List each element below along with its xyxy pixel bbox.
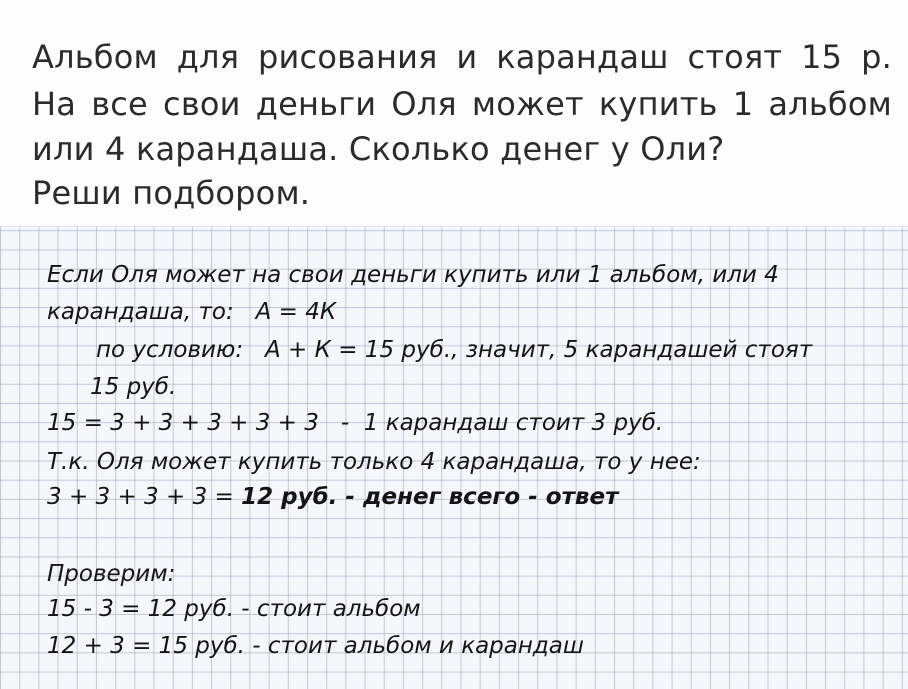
check-heading: Проверим:	[47, 561, 176, 587]
solution-line-2: карандаша, то: А = 4К	[47, 299, 337, 325]
task-line-1-word-2: для	[176, 38, 240, 76]
task-line-1-word-1: Альбом	[32, 38, 158, 76]
task-line-1-word-4: и	[456, 38, 478, 76]
task-line-2-word-1: На	[32, 85, 77, 123]
task-text-line-2	[32, 85, 892, 123]
check-line-2: 12 + 3 = 15 руб. - стоит альбом и карандаш	[47, 633, 584, 659]
solution-line-3: по условию: А + К = 15 руб., значит, 5 карандашей стоят	[96, 337, 813, 363]
task-line-1-word-5: карандаш	[496, 38, 669, 76]
task-text-line-4: Реши подбором.	[32, 174, 311, 212]
task-line-2-word-5: Оля	[391, 85, 457, 123]
task-text-line-3: или 4 карандаша. Сколько денег у Оли?	[32, 130, 725, 168]
solution-answer: 12 руб. - денег всего - ответ	[241, 484, 619, 510]
task-line-1-word-7: 15	[801, 38, 843, 76]
solution-line-1: Если Оля может на свои деньги купить или 1 альбом, или 4	[47, 262, 779, 288]
solution-line-7	[47, 484, 618, 510]
solution-line-6: Т.к. Оля может купить только 4 карандаша, то у нее:	[47, 449, 701, 475]
solution-equation: 3 + 3 + 3 + 3 =	[47, 484, 242, 510]
task-text-line-1	[32, 38, 892, 76]
check-line-1: 15 - 3 = 12 руб. - стоит альбом	[47, 596, 421, 622]
solution-line-4: 15 руб.	[90, 374, 177, 400]
task-line-2-word-2: все	[91, 85, 148, 123]
task-line-2-word-9: альбом	[768, 85, 892, 123]
solution-line-5: 15 = 3 + 3 + 3 + 3 + 3 - 1 карандаш стоит 3 руб.	[47, 410, 664, 436]
task-line-2-word-7: купить	[598, 85, 718, 123]
task-line-2-word-8: 1	[732, 85, 754, 123]
task-line-2-word-4: деньги	[255, 85, 377, 123]
task-panel	[0, 0, 908, 227]
task-line-1-word-3: рисования	[258, 38, 438, 76]
task-line-2-word-6: может	[471, 85, 584, 123]
task-line-2-word-3: свои	[163, 85, 241, 123]
task-line-1-word-6: стоят	[687, 38, 783, 76]
task-line-1-word-8: р.	[861, 38, 892, 76]
